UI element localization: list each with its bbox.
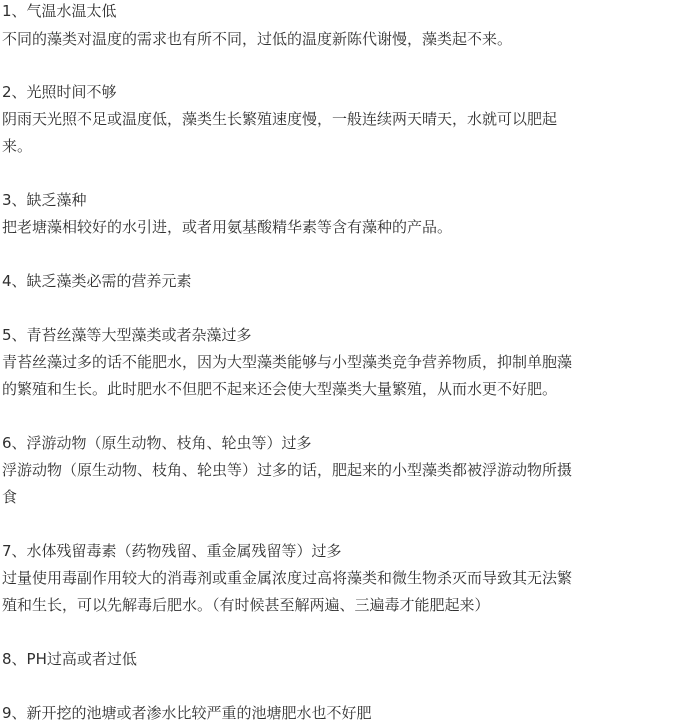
- section-6-heading: 6、浮游动物（原生动物、枝角、轮虫等）过多: [2, 434, 312, 452]
- section-3-heading: 3、缺乏藻种: [2, 191, 87, 209]
- section-1-heading: 1、气温水温太低: [2, 2, 117, 20]
- section-2-body-line-2: 来。: [2, 137, 33, 155]
- section-9-heading: 9、新开挖的池塘或者渗水比较严重的池塘肥水也不好肥: [2, 704, 372, 722]
- section-6-body-line-1: 浮游动物（原生动物、枝角、轮虫等）过多的话，肥起来的小型藻类都被浮游动物所摄: [2, 461, 573, 479]
- section-3-body-line-1: 把老塘藻相较好的水引进，或者用氨基酸精华素等含有藻种的产品。: [2, 218, 453, 236]
- section-7-heading: 7、水体残留毒素（药物残留、重金属残留等）过多: [2, 542, 342, 560]
- section-2-heading: 2、光照时间不够: [2, 83, 117, 101]
- section-6-body-line-2: 食: [2, 488, 18, 506]
- section-2-body-line-1: 阴雨天光照不足或温度低，藻类生长繁殖速度慢，一般连续两天晴天，水就可以肥起: [2, 110, 558, 128]
- section-5-body-line-1: 青苔丝藻过多的话不能肥水，因为大型藻类能够与小型藻类竞争营养物质，抑制单胞藻: [2, 353, 573, 371]
- section-1-body-line-1: 不同的藻类对温度的需求也有所不同，过低的温度新陈代谢慢，藻类起不来。: [2, 30, 513, 48]
- section-5-heading: 5、青苔丝藻等大型藻类或者杂藻过多: [2, 326, 252, 344]
- section-4-heading: 4、缺乏藻类必需的营养元素: [2, 272, 192, 290]
- section-7-body-line-1: 过量使用毒副作用较大的消毒剂或重金属浓度过高将藻类和微生物杀灭而导致其无法繁: [2, 569, 573, 587]
- section-7-body-line-2: 殖和生长，可以先解毒后肥水。（有时候甚至解两遍、三遍毒才能肥起来）: [2, 596, 490, 614]
- section-5-body-line-2: 的繁殖和生长。此时肥水不但肥不起来还会使大型藻类大量繁殖，从而水更不好肥。: [2, 380, 558, 398]
- section-8-heading: 8、PH过高或者过低: [2, 650, 137, 668]
